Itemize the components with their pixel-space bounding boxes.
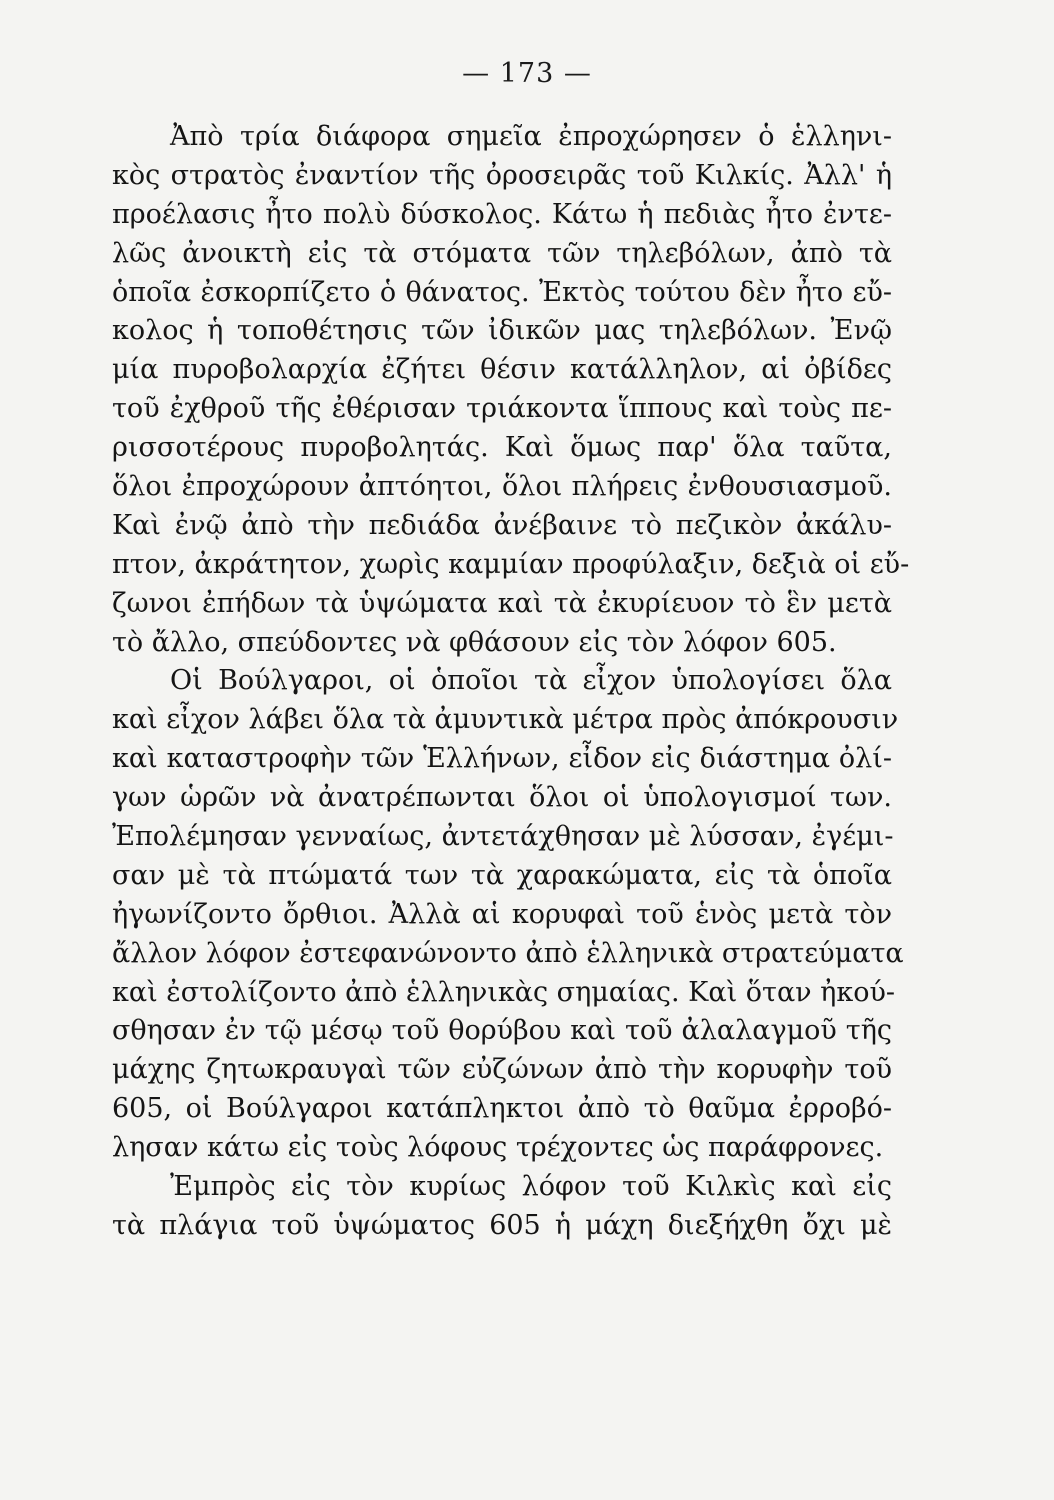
text-line: μία πυροβολαρχία ἐζήτει θέσιν κατάλληλον, αἱ ὀβίδες	[112, 354, 892, 386]
text-line: Οἱ Βούλγαροι, οἱ ὁποῖοι τὰ εἶχον ὑπολογίσει ὅλα	[170, 665, 892, 697]
text-line: μάχης ζητωκραυγαὶ τῶν εὐζώνων ἀπὸ τὴν κορυφὴν τοῦ	[112, 1054, 892, 1086]
text-line: Ἀπὸ τρία διάφορα σημεῖα ἐπροχώρησεν ὁ ἑλληνι-	[170, 121, 892, 152]
text-line: καὶ ἐστολίζοντο ἀπὸ ἑλληνικὰς σημαίας. Καὶ ὅταν ἠκού-	[112, 976, 896, 1008]
text-line: τὸ ἄλλο, σπεύδοντες νὰ φθάσουν εἰς τὸν λόφον 605.	[112, 626, 837, 658]
text-line: κὸς στρατὸς ἐναντίον τῆς ὀροσειρᾶς τοῦ Κιλκίς. Ἀλλ' ἡ	[112, 159, 892, 191]
text-line: ἄλλον λόφον ἐστεφανώνοντο ἀπὸ ἑλληνικὰ στρατεύματα	[112, 937, 904, 969]
text-line: γων ὡρῶν νὰ ἀνατρέπωνται ὅλοι οἱ ὑπολογισμοί των.	[112, 782, 892, 814]
text-line: ρισσοτέρους πυροβολητάς. Καὶ ὅμως παρ' ὅλα ταῦτα,	[112, 432, 892, 464]
text-line: ζωνοι ἐπήδων τὰ ὑψώματα καὶ τὰ ἐκυρίευον τὸ ἓν μετὰ	[112, 587, 892, 619]
body-text	[112, 118, 910, 1246]
text-line: σαν μὲ τὰ πτώματά των τὰ χαρακώματα, εἰς τὰ ὁποῖα	[112, 859, 892, 891]
text-line: Ἐμπρὸς εἰς τὸν κυρίως λόφον τοῦ Κιλκὶς καὶ εἰς	[170, 1171, 892, 1203]
text-line: προέλασις ἦτο πολὺ δύσκολος. Κάτω ἡ πεδιὰς ἦτο ἐντε-	[112, 198, 892, 230]
text-line: ὅλοι ἐπροχώρουν ἀπτόητοι, ὅλοι πλήρεις ἐνθουσιασμοῦ.	[112, 471, 892, 503]
text-line: Καὶ ἐνῷ ἀπὸ τὴν πεδιάδα ἀνέβαινε τὸ πεζικὸν ἀκάλυ-	[112, 509, 892, 541]
text-line: καὶ καταστροφὴν τῶν Ἑλλήνων, εἶδον εἰς διάστημα ὀλί-	[112, 743, 892, 775]
text-line: κολος ἡ τοποθέτησις τῶν ἰδικῶν μας τηλεβόλων. Ἐνῷ	[112, 315, 892, 347]
text-line: 605, οἱ Βούλγαροι κατάπληκτοι ἀπὸ τὸ θαῦμα ἐρροβό-	[112, 1093, 892, 1125]
text-line: πτον, ἀκράτητον, χωρὶς καμμίαν προφύλαξιν, δεξιὰ οἱ εὔ-	[112, 548, 910, 580]
text-line: Ἐπολέμησαν γενναίως, ἀντετάχθησαν μὲ λύσσαν, ἐγέμι-	[112, 821, 894, 853]
text-line: σθησαν ἐν τῷ μέσῳ τοῦ θορύβου καὶ τοῦ ἀλαλαγμοῦ τῆς	[112, 1015, 892, 1047]
text-line: καὶ εἶχον λάβει ὅλα τὰ ἀμυντικὰ μέτρα πρὸς ἀπόκρουσιν	[112, 704, 899, 736]
text-line: τὰ πλάγια τοῦ ὑψώματος 605 ἡ μάχη διεξήχθη ὄχι μὲ	[112, 1209, 892, 1241]
text-line: ὁποῖα ἐσκορπίζετο ὁ θάνατος. Ἐκτὸς τούτου δὲν ἦτο εὔ-	[112, 276, 892, 308]
text-line: λῶς ἀνοικτὴ εἰς τὰ στόματα τῶν τηλεβόλων, ἀπὸ τὰ	[112, 237, 892, 269]
text-line: ἠγωνίζοντο ὄρθιοι. Ἀλλὰ αἱ κορυφαὶ τοῦ ἑνὸς μετὰ τὸν	[112, 898, 892, 930]
text-line: τοῦ ἐχθροῦ τῆς ἐθέρισαν τριάκοντα ἵππους καὶ τοὺς πε-	[112, 393, 892, 425]
page-number: — 173 —	[462, 58, 592, 89]
text-line: λησαν κάτω εἰς τοὺς λόφους τρέχοντες ὡς παράφρονες.	[112, 1132, 884, 1164]
